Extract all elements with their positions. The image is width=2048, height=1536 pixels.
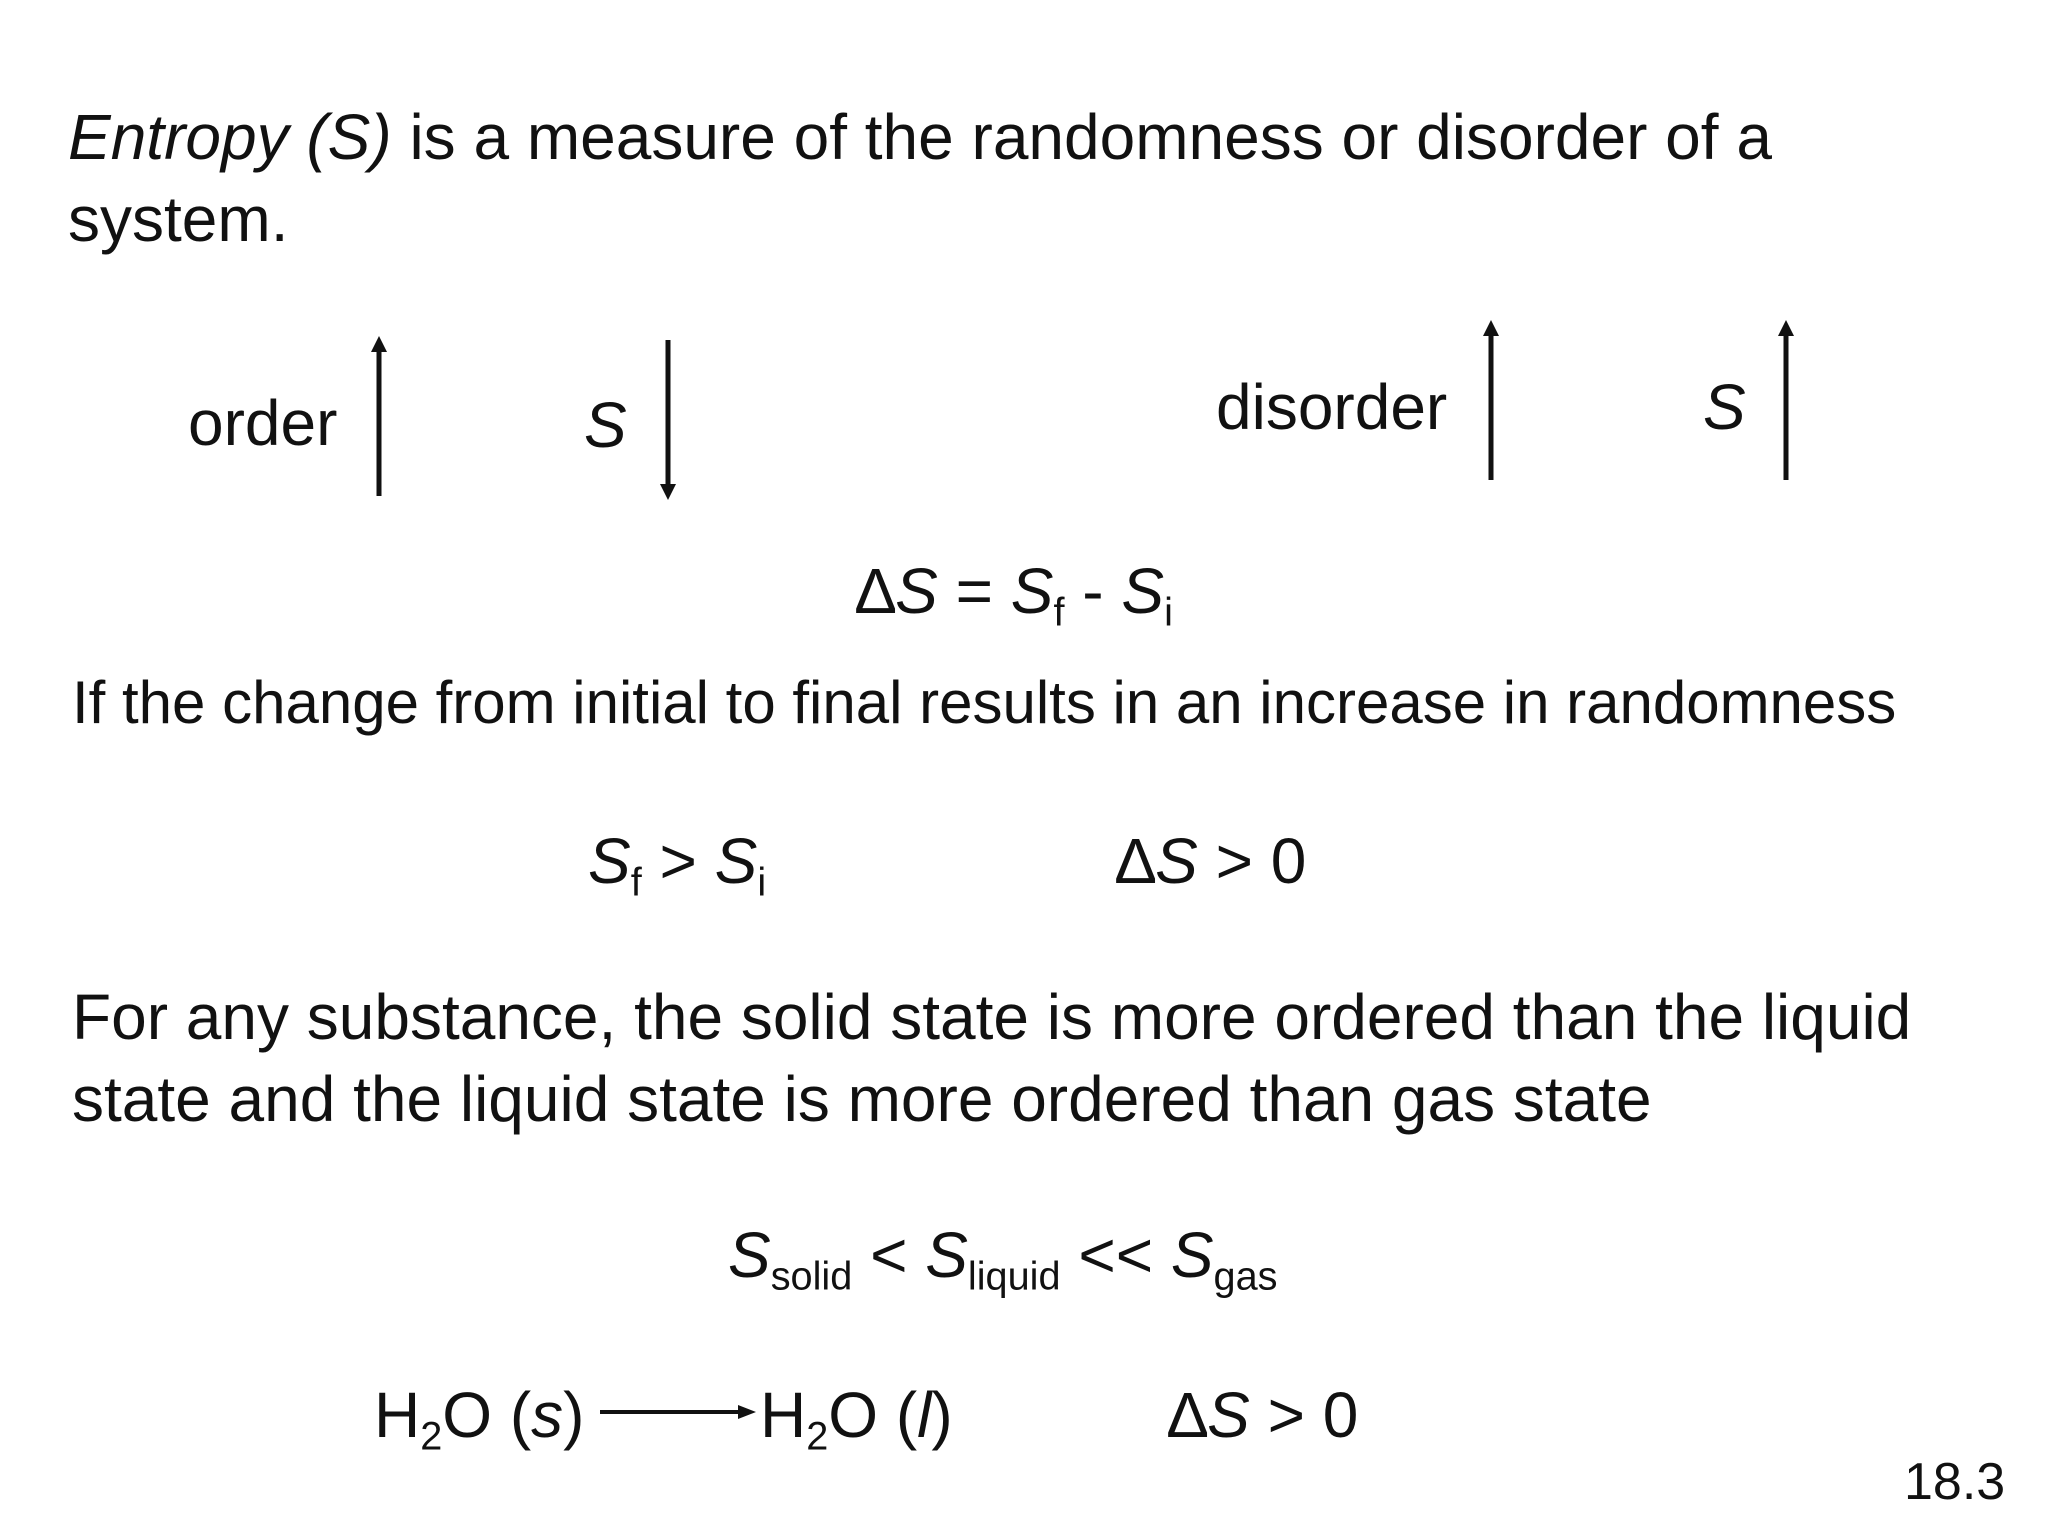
order-label: order: [188, 387, 338, 459]
entropy-order-inequality: $S_{solid} < S_{liquid} << S_{gas}$: [728, 1219, 1278, 1299]
delta-s-equation: $\Delta S = S_f - S_i$: [856, 555, 1173, 635]
entropy-definition: [68, 96, 1968, 260]
entropy-term: Entropy (S): [68, 101, 392, 173]
entropy-down-arrow: [658, 340, 678, 500]
entropy-s-right: S: [1703, 371, 1746, 443]
delta-symbol: ∆: [856, 555, 896, 627]
product-h2o-liquid: $H_2O$ (l): [760, 1379, 953, 1459]
disorder-up-arrow: [1481, 320, 1501, 480]
increase-statement: If the change from initial to final results in an increase in randomness: [72, 669, 1897, 736]
sf-greater-si: $S_f > S_i$: [588, 825, 767, 905]
delta-s-positive: ∆S > 0: [1116, 825, 1307, 897]
page-number: 18.3: [1904, 1453, 2006, 1511]
reactant-h2o-solid: $H_2O$ (s): [374, 1379, 585, 1459]
entropy-definition-rest: is a measure of the randomness or disorder of a system.: [68, 101, 1772, 255]
order-up-arrow: [369, 336, 389, 496]
entropy-up-arrow: [1776, 320, 1796, 480]
states-statement: For any substance, the solid state is more ordered than the liquid state and the liquid state is more ordered than gas state: [72, 981, 1912, 1135]
disorder-label: disorder: [1216, 371, 1448, 443]
reaction-delta-s: ∆S > 0: [1168, 1379, 1359, 1451]
entropy-s-left: S: [584, 389, 627, 461]
reaction-arrow: [600, 1402, 756, 1422]
